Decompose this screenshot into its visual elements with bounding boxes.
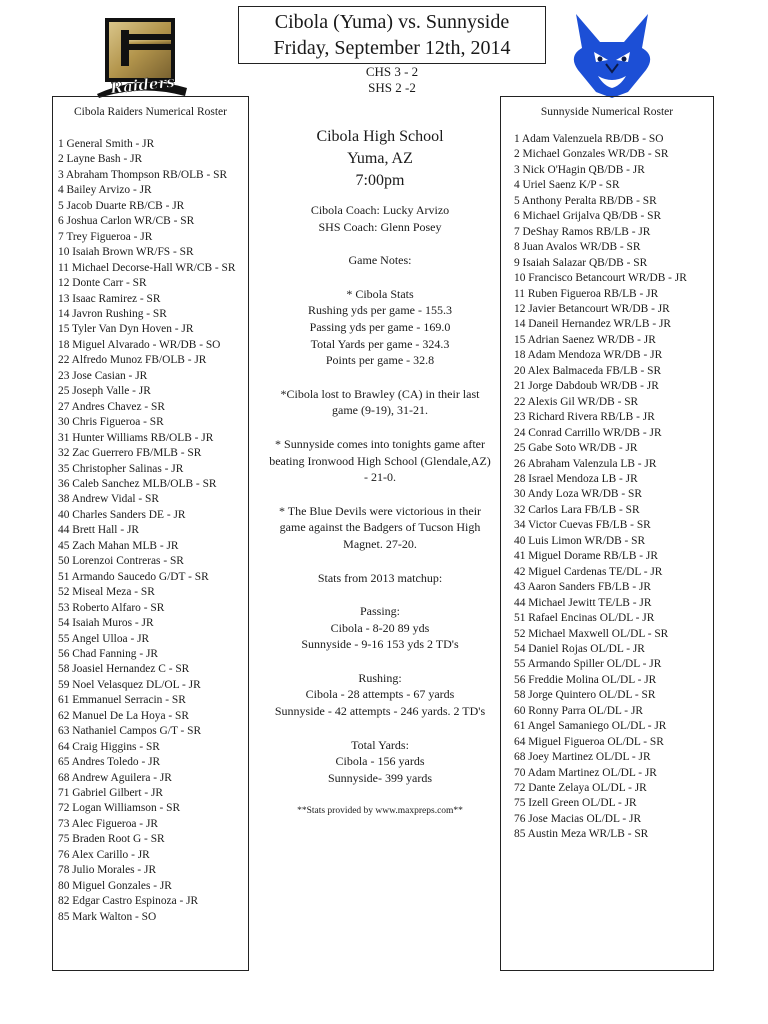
total-sunnyside: Sunnyside- 399 yards [328, 770, 432, 785]
roster-entry: 30 Chris Figueroa - SR [58, 416, 164, 429]
roster-entry: 58 Jorge Quintero OL/DL - SR [514, 689, 656, 702]
roster-entry: 9 Isaiah Salazar QB/DB - SR [514, 256, 648, 269]
roster-entry: 4 Uriel Saenz K/P - SR [514, 179, 620, 192]
roster-entry: 72 Dante Zelaya OL/DL - JR [514, 782, 647, 795]
roster-entry: 42 Miguel Cardenas TE/DL - JR [514, 565, 663, 578]
roster-entry: 40 Charles Sanders DE - JR [58, 508, 186, 521]
roster-entry: 28 Israel Mendoza LB - JR [514, 472, 638, 485]
total-heading: Total Yards: [351, 737, 409, 752]
season-records [300, 64, 484, 96]
roster-entry: 73 Alec Figueroa - JR [58, 817, 158, 830]
roster-entry: 7 DeShay Ramos RB/LB - JR [514, 225, 651, 238]
sunnyside-blue-devil-logo [562, 12, 662, 98]
school-name: Cibola High School [316, 128, 444, 145]
roster-entry: 11 Ruben Figueroa RB/LB - JR [514, 287, 659, 300]
roster-entry: 3 Abraham Thompson RB/OLB - SR [58, 168, 228, 181]
cibola-roster-list [58, 137, 248, 925]
roster-entry: 64 Craig Higgins - SR [58, 740, 160, 753]
roster-entry: 82 Edgar Castro Espinoza - JR [58, 895, 199, 908]
roster-entry: 1 Adam Valenzuela RB/DB - SO [514, 133, 664, 145]
game-info-column [268, 126, 492, 820]
cibola-roster-title: Cibola Raiders Numerical Roster [74, 106, 227, 118]
roster-entry: 2 Michael Gonzales WR/DB - SR [514, 148, 669, 161]
title-date: Friday, September 12th, 2014 [273, 37, 511, 59]
cibola-roster-panel [52, 96, 249, 971]
roster-entry: 70 Adam Martinez OL/DL - JR [514, 766, 657, 779]
shs-record: SHS 2 -2 [368, 80, 416, 95]
cibola-coach: Cibola Coach: Lucky Arvizo [310, 203, 450, 217]
roster-entry: 65 Andres Toledo - JR [58, 756, 161, 769]
roster-entry: 5 Jacob Duarte RB/CB - JR [58, 199, 185, 212]
passing-sunnyside: Sunnyside - 9-16 153 yds 2 TD's [301, 637, 459, 652]
roster-entry: 2 Layne Bash - JR [58, 153, 143, 166]
stat-total: Total Yards per game - 324.3 [310, 336, 450, 351]
passing-cibola: Cibola - 8-20 89 yds [330, 620, 430, 635]
roster-entry: 40 Luis Limon WR/DB - SR [514, 534, 646, 547]
roster-entry: 15 Tyler Van Dyn Hoven - JR [58, 323, 194, 336]
shs-coach: SHS Coach: Glenn Posey [318, 219, 442, 234]
roster-entry: 25 Joseph Valle - JR [58, 385, 151, 398]
roster-entry: 12 Javier Betancourt WR/DB - JR [514, 302, 670, 315]
cibola-stats-heading: * Cibola Stats [346, 286, 414, 301]
roster-entry: 10 Francisco Betancourt WR/DB - JR [514, 272, 687, 285]
roster-entry: 32 Carlos Lara FB/LB - SR [514, 503, 640, 516]
roster-entry: 80 Miguel Gonzales - JR [58, 879, 172, 892]
raiders-wordmark: Raiders [109, 72, 176, 98]
roster-entry: 52 Miseal Meza - SR [58, 586, 155, 599]
roster-entry: 26 Abraham Valenzula LB - JR [514, 457, 657, 470]
roster-entry: 51 Rafael Encinas OL/DL - JR [514, 612, 655, 625]
roster-entry: 7 Trey Figueroa - JR [58, 230, 153, 243]
roster-entry: 59 Noel Velasquez DL/OL - JR [58, 678, 201, 691]
stat-passing: Passing yds per game - 169.0 [309, 319, 451, 334]
roster-entry: 68 Joey Martinez OL/DL - JR [514, 751, 651, 764]
roster-entry: 43 Aaron Sanders FB/LB - JR [514, 581, 652, 594]
roster-entry: 38 Andrew Vidal - SR [58, 493, 159, 506]
roster-entry: 11 Michael Decorse-Hall WR/CB - SR [58, 261, 236, 274]
roster-entry: 23 Richard Rivera RB/LB - JR [514, 411, 655, 424]
roster-entry: 76 Jose Macias OL/DL - JR [514, 812, 642, 825]
roster-entry: 61 Emmanuel Serracin - SR [58, 694, 186, 707]
roster-entry: 30 Andy Loza WR/DB - SR [514, 488, 642, 501]
roster-entry: 24 Conrad Carrillo WR/DB - JR [514, 426, 662, 439]
roster-entry: 50 Lorenzoi Contreras - SR [58, 555, 184, 568]
chs-record: CHS 3 - 2 [365, 64, 419, 79]
rushing-sunnyside: Sunnyside - 42 attempts - 246 yards. 2 TD's [274, 704, 486, 719]
roster-entry: 5 Anthony Peralta RB/DB - SR [514, 194, 657, 207]
roster-entry: 20 Alex Balmaceda FB/LB - SR [514, 364, 662, 377]
stats-source-note: **Stats provided by www.maxpreps.com** [297, 806, 463, 817]
roster-entry: 54 Isaiah Muros - JR [58, 617, 154, 630]
note-sunnyside: * Sunnyside comes into tonights game after beating Ironwood High School (Glendale,AZ) - 21-0. [269, 436, 491, 485]
roster-entry: 8 Juan Avalos WR/DB - SR [514, 241, 641, 254]
roster-entry: 76 Alex Carillo - JR [58, 848, 150, 861]
rushing-cibola: Cibola - 28 attempts - 67 yards [305, 687, 455, 702]
roster-entry: 21 Jorge Dabdoub WR/DB - JR [514, 380, 659, 393]
roster-entry: 41 Miguel Dorame RB/LB - JR [514, 550, 658, 563]
roster-entry: 32 Zac Guerrero FB/MLB - SR [58, 447, 202, 460]
roster-entry: 53 Roberto Alfaro - SR [58, 601, 165, 614]
roster-entry: 44 Michael Jewitt TE/LB - JR [514, 596, 652, 609]
game-notes-heading: Game Notes: [348, 253, 412, 268]
roster-entry: 22 Alfredo Munoz FB/OLB - JR [58, 354, 207, 367]
rushing-heading: Rushing: [358, 670, 402, 685]
roster-entry: 25 Gabe Soto WR/DB - JR [514, 442, 638, 455]
roster-entry: 15 Adrian Saenez WR/DB - JR [514, 333, 656, 346]
roster-entry: 18 Miguel Alvarado - WR/DB - SO [58, 338, 221, 351]
sunnyside-roster-list [514, 132, 713, 843]
roster-entry: 52 Michael Maxwell OL/DL - SR [514, 627, 669, 640]
stat-rushing: Rushing yds per game - 155.3 [308, 303, 452, 318]
roster-entry: 31 Hunter Williams RB/OLB - JR [58, 431, 214, 444]
roster-entry: 55 Armando Spiller OL/DL - JR [514, 658, 662, 671]
roster-entry: 75 Braden Root G - SR [58, 833, 165, 846]
roster-entry: 68 Andrew Aguilera - JR [58, 771, 172, 784]
roster-entry: 1 General Smith - JR [58, 138, 155, 150]
roster-entry: 54 Daniel Rojas OL/DL - JR [514, 642, 645, 655]
total-cibola: Cibola - 156 yards [335, 754, 425, 769]
roster-entry: 6 Michael Grijalva QB/DB - SR [514, 210, 662, 223]
roster-entry: 71 Gabriel Gilbert - JR [58, 787, 164, 800]
title-matchup: Cibola (Yuma) vs. Sunnyside [274, 11, 510, 33]
roster-entry: 85 Austin Meza WR/LB - SR [514, 828, 649, 841]
roster-entry: 63 Nathaniel Campos G/T - SR [58, 725, 202, 738]
roster-entry: 61 Angel Samaniego OL/DL - JR [514, 720, 667, 733]
roster-entry: 35 Christopher Salinas - JR [58, 462, 184, 475]
roster-entry: 34 Victor Cuevas FB/LB - SR [514, 519, 651, 532]
roster-entry: 78 Julio Morales - JR [58, 864, 157, 877]
roster-entry: 62 Manuel De La Hoya - SR [58, 709, 189, 722]
roster-entry: 3 Nick O'Hagin QB/DB - JR [514, 163, 645, 176]
matchup-heading: Stats from 2013 matchup: [317, 570, 443, 585]
roster-entry: 23 Jose Casian - JR [58, 369, 148, 382]
roster-entry: 55 Angel Ulloa - JR [58, 632, 150, 645]
note-brawley: *Cibola lost to Brawley (CA) in their last game (9-19), 31-21. [280, 386, 480, 418]
game-title-box [238, 6, 546, 64]
cibola-raiders-logo [93, 16, 189, 98]
passing-heading: Passing: [359, 604, 400, 619]
roster-entry: 72 Logan Williamson - SR [58, 802, 181, 815]
roster-entry: 44 Brett Hall - JR [58, 524, 139, 537]
roster-entry: 85 Mark Walton - SO [58, 910, 157, 923]
roster-entry: 4 Bailey Arvizo - JR [58, 184, 152, 197]
school-location: Yuma, AZ [347, 150, 413, 167]
roster-entry: 64 Miguel Figueroa OL/DL - SR [514, 735, 664, 748]
roster-entry: 6 Joshua Carlon WR/CB - SR [58, 215, 195, 228]
sunnyside-roster-title: Sunnyside Numerical Roster [540, 106, 674, 118]
stat-points: Points per game - 32.8 [325, 353, 435, 368]
game-time: 7:00pm [355, 172, 405, 189]
roster-entry: 22 Alexis Gil WR/DB - SR [514, 395, 639, 408]
roster-entry: 14 Javron Rushing - SR [58, 307, 167, 320]
roster-entry: 75 Izell Green OL/DL - JR [514, 797, 637, 810]
roster-entry: 58 Joasiel Hernandez C - SR [58, 663, 190, 676]
note-blue-devils: * The Blue Devils were victorious in their game against the Badgers of Tucson High Magnet. 27-20. [278, 503, 482, 551]
sunnyside-roster-panel [500, 96, 714, 971]
roster-entry: 36 Caleb Sanchez MLB/OLB - SR [58, 477, 217, 490]
roster-entry: 45 Zach Mahan MLB - JR [58, 539, 179, 552]
roster-entry: 14 Daneil Hernandez WR/LB - JR [514, 318, 672, 331]
roster-entry: 60 Ronny Parra OL/DL - JR [514, 704, 643, 717]
roster-entry: 51 Armando Saucedo G/DT - SR [58, 570, 209, 583]
roster-entry: 56 Freddie Molina OL/DL - JR [514, 673, 657, 686]
roster-entry: 27 Andres Chavez - SR [58, 400, 165, 413]
roster-entry: 18 Adam Mendoza WR/DB - JR [514, 349, 663, 362]
roster-entry: 13 Isaac Ramirez - SR [58, 292, 161, 305]
roster-entry: 10 Isaiah Brown WR/FS - SR [58, 246, 194, 259]
roster-entry: 56 Chad Fanning - JR [58, 647, 158, 660]
roster-entry: 12 Donte Carr - SR [58, 277, 147, 290]
